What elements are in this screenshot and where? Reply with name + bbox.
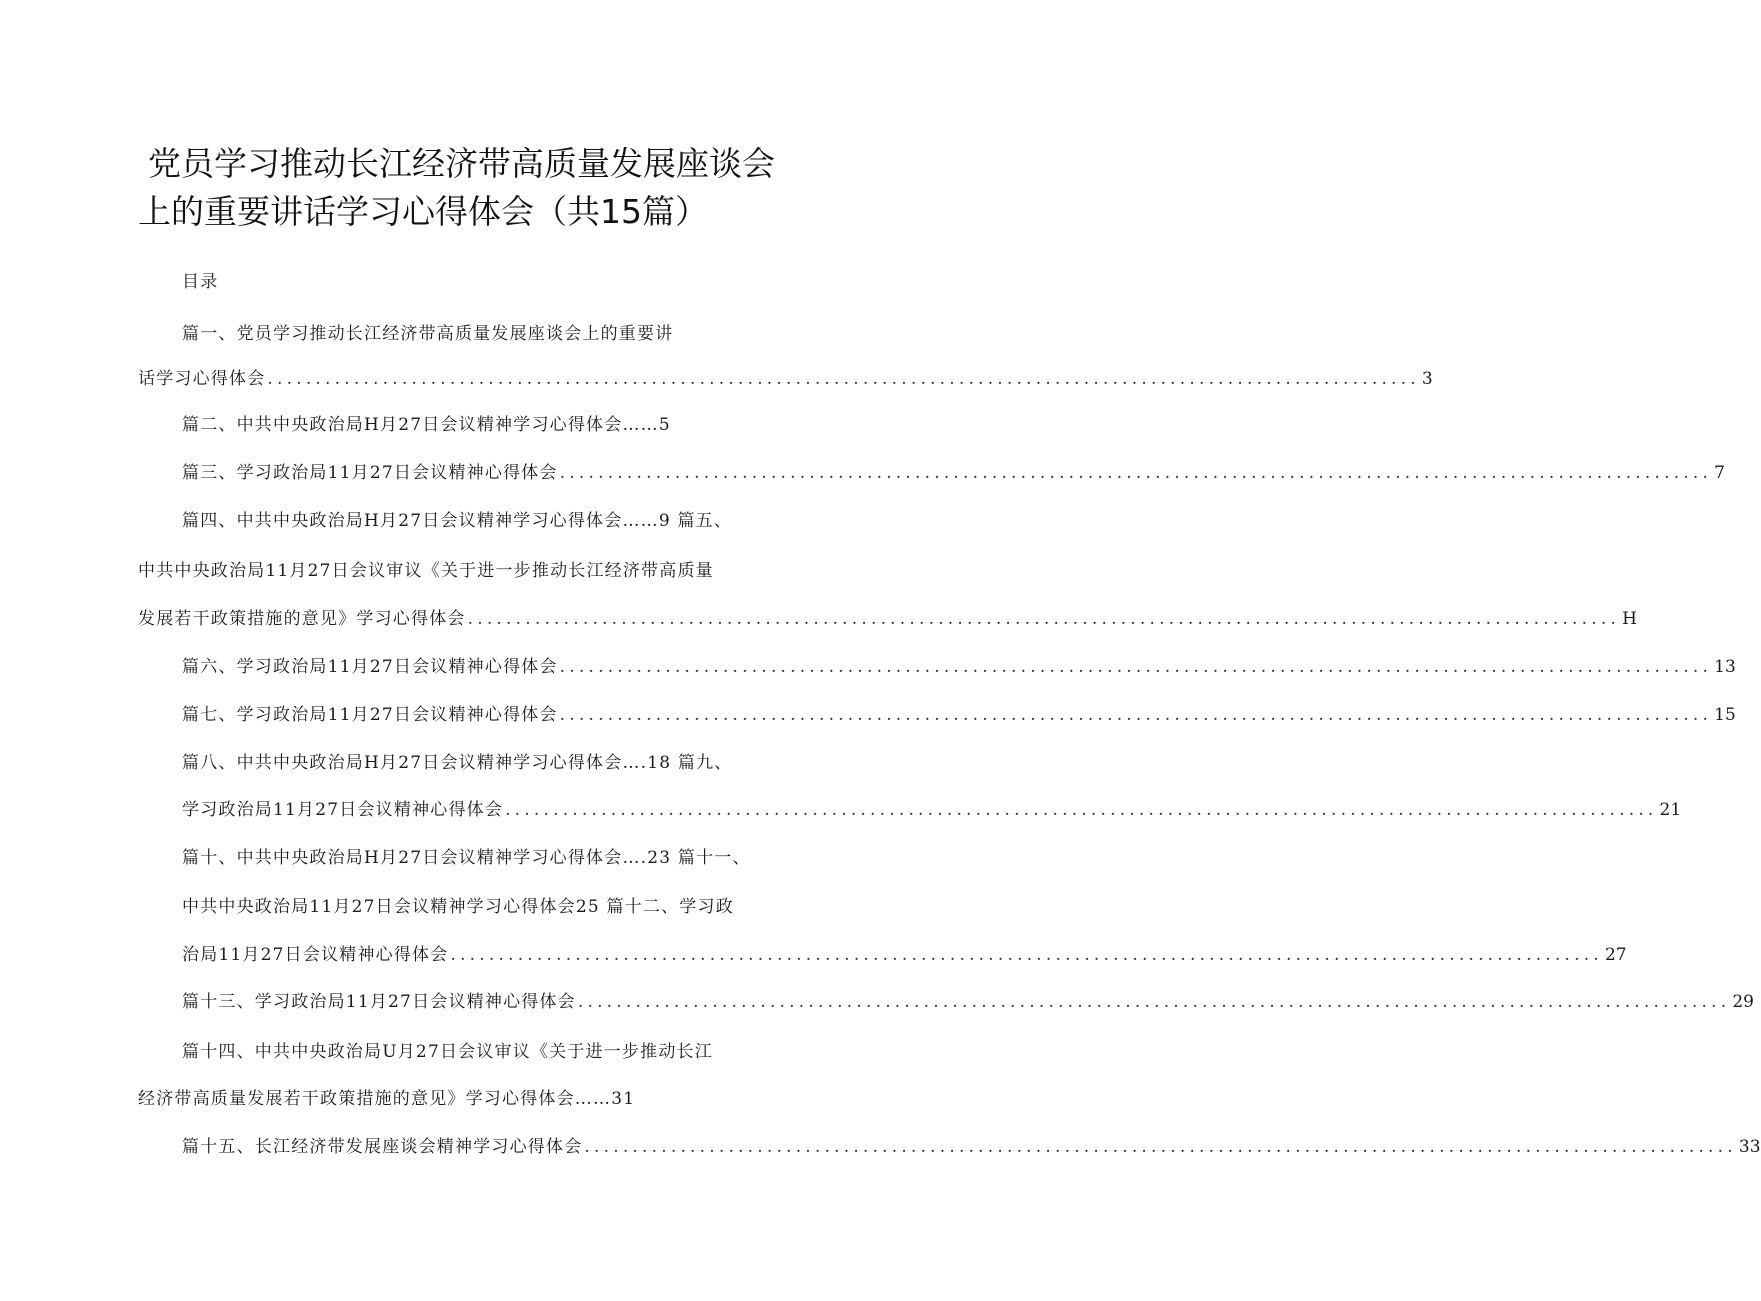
toc-heading: 目录	[182, 272, 219, 292]
document-title-line-1: 党员学习推动长江经济带高质量发展座谈会	[148, 144, 775, 183]
leader-dots: ........................................................................................................................	[450, 945, 1603, 965]
toc-page-number: 33	[1738, 1137, 1761, 1157]
toc-line-11	[182, 798, 1682, 822]
toc-line-16: 篇十四、中共中央政治局U月27日会议审议《关于进一步推动长江	[182, 1042, 713, 1062]
toc-line-7	[138, 607, 1637, 631]
toc-entry-text: 发展若干政策措施的意见》学习心得体会	[138, 609, 466, 629]
toc-line-3: 篇二、中共中央政治局H月27日会议精神学习心得体会……5	[182, 415, 671, 435]
toc-line-2	[138, 367, 1433, 391]
leader-dots: ........................................................................................................................	[577, 992, 1731, 1012]
toc-line-5: 篇四、中共中央政治局H月27日会议精神学习心得体会……9 篇五、	[182, 511, 733, 531]
toc-page-number: 15	[1714, 705, 1736, 725]
leader-dots: ........................................................................................................................	[559, 657, 1713, 677]
toc-line-8	[182, 655, 1736, 679]
toc-line-10: 篇八、中共中央政治局H月27日会议精神学习心得体会….18 篇九、	[182, 753, 733, 773]
toc-entry-text: 学习政治局11月27日会议精神心得体会	[182, 800, 504, 820]
toc-page-number: 7	[1714, 463, 1725, 483]
toc-line-14	[182, 943, 1627, 967]
toc-page-number: H	[1622, 609, 1637, 629]
leader-dots: ........................................................................................................................	[467, 609, 1621, 629]
toc-line-12: 篇十、中共中央政治局H月27日会议精神学习心得体会….23 篇十一、	[182, 848, 751, 868]
leader-dots: ........................................................................................................................	[559, 705, 1713, 725]
toc-line-1: 篇一、党员学习推动长江经济带高质量发展座谈会上的重要讲	[182, 324, 674, 344]
toc-entry-text: 篇十五、长江经济带发展座谈会精神学习心得体会	[182, 1137, 583, 1157]
toc-entry-text: 篇六、学习政治局11月27日会议精神心得体会	[182, 657, 558, 677]
toc-page-number: 27	[1604, 945, 1627, 965]
toc-page-number: 13	[1714, 657, 1736, 677]
toc-line-17: 经济带高质量发展若干政策措施的意见》学习心得体会……31	[138, 1089, 636, 1109]
toc-entry-text: 话学习心得体会	[138, 369, 266, 389]
leader-dots: ........................................................................................................................	[584, 1137, 1737, 1157]
leader-dots: ........................................................................................................................	[505, 800, 1658, 820]
toc-line-13: 中共中央政治局11月27日会议精神学习心得体会25 篇十二、学习政	[182, 897, 734, 917]
toc-entry-text: 治局11月27日会议精神心得体会	[182, 945, 449, 965]
toc-page-number: 29	[1732, 992, 1754, 1012]
toc-entry-text: 篇三、学习政治局11月27日会议精神心得体会	[182, 463, 558, 483]
toc-line-15	[182, 990, 1754, 1014]
toc-line-4	[182, 461, 1725, 485]
toc-page-number: 21	[1659, 800, 1682, 820]
toc-line-18	[182, 1135, 1761, 1159]
toc-entry-text: 篇七、学习政治局11月27日会议精神心得体会	[182, 705, 558, 725]
leader-dots: ........................................................................................................................	[267, 369, 1420, 389]
leader-dots: ........................................................................................................................	[559, 463, 1713, 483]
document-title-line-2: 上的重要讲话学习心得体会（共15篇）	[138, 192, 708, 231]
toc-entry-text: 篇十三、学习政治局11月27日会议精神心得体会	[182, 992, 576, 1012]
toc-page-number: 3	[1421, 369, 1433, 389]
toc-line-6: 中共中央政治局11月27日会议审议《关于进一步推动长江经济带高质量	[138, 561, 714, 581]
toc-line-9	[182, 703, 1736, 727]
